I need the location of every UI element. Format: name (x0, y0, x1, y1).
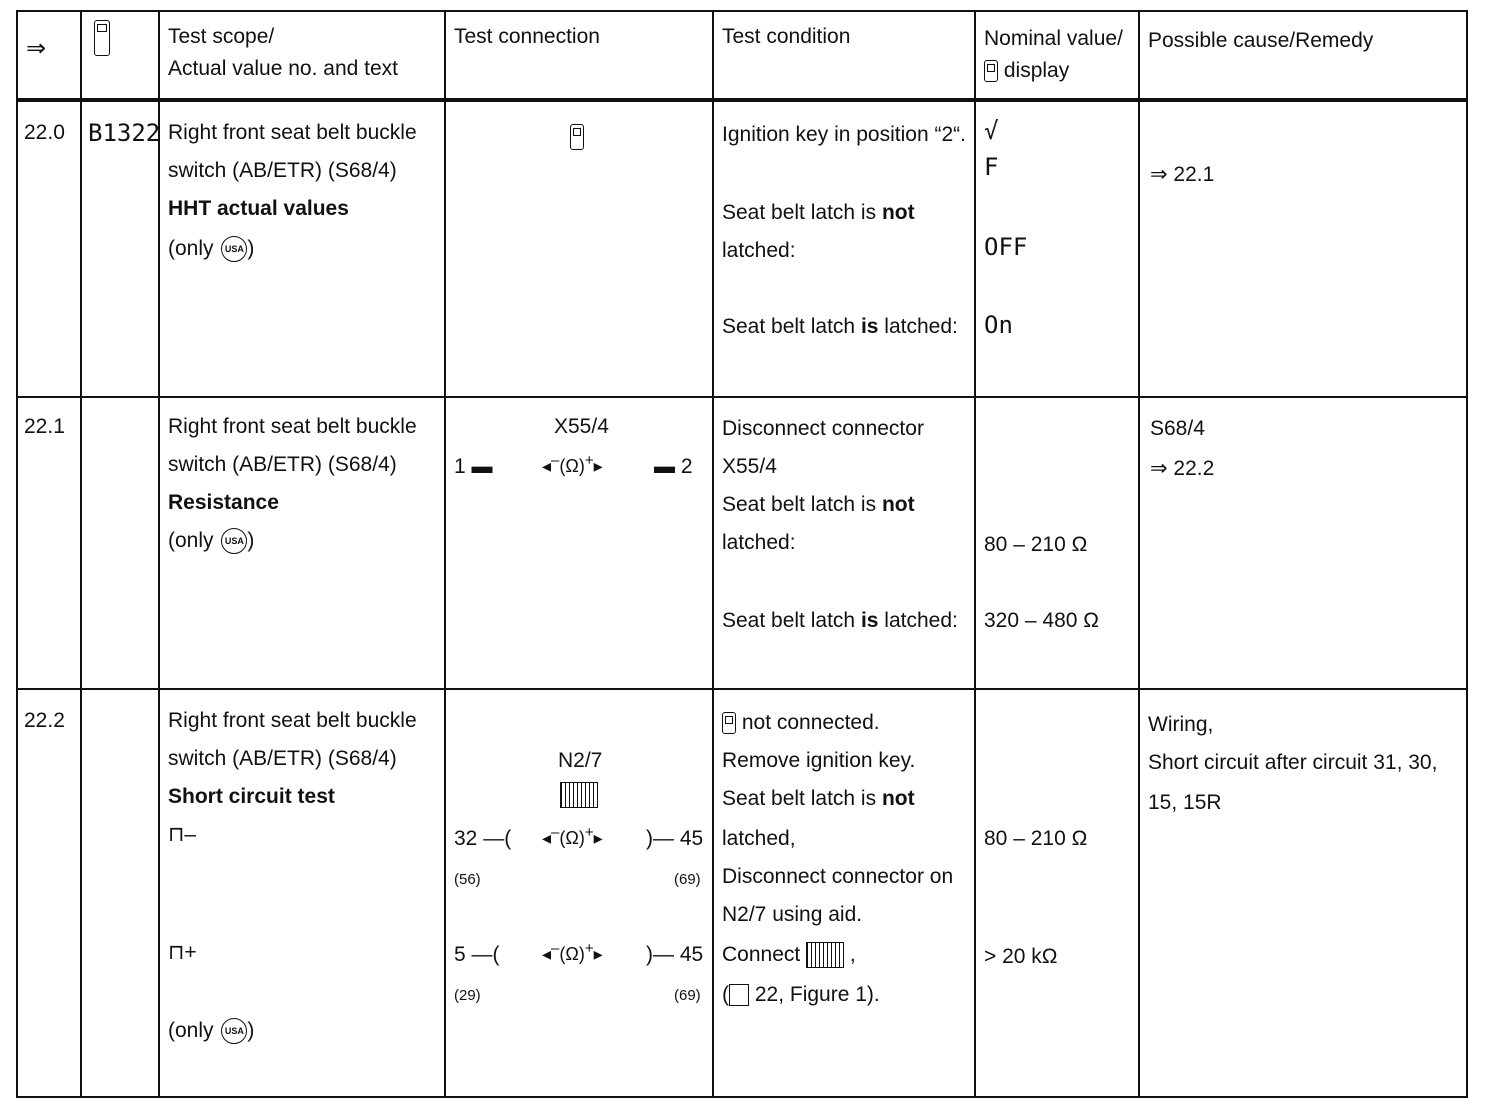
column-divider (1138, 12, 1140, 1096)
row3-condition-2: Remove ignition key. (722, 749, 916, 772)
row3-pin-a-left: 32 —( (454, 827, 512, 850)
row3-nominal-2: > 20 kΩ (984, 945, 1058, 968)
row2-condition-5: Seat belt latch is latched: (722, 609, 958, 632)
column-divider (712, 12, 714, 1096)
row1-nominal-f: F (984, 153, 999, 181)
header-nominal-2-wrap (984, 54, 1069, 87)
row-divider (18, 688, 1466, 690)
column-divider (974, 12, 976, 1096)
row1-scope-bold: HHT actual values (168, 197, 349, 220)
ohmmeter-icon: ◂–(Ω)+▸ (542, 452, 603, 476)
usa-badge: USA (221, 528, 247, 554)
row1-scope-line1: Right front seat belt buckle (168, 121, 417, 144)
header-test-scope-2: Actual value no. and text (168, 57, 398, 80)
row2-condition-3: Seat belt latch is not (722, 493, 915, 516)
row2-nominal-1: 80 – 210 Ω (984, 533, 1088, 556)
row1-nominal-check: √ (984, 117, 999, 145)
row3-pin-b-right: )— 45 (646, 943, 704, 966)
row3-pin-a-left-sub: (56) (454, 871, 481, 888)
row1-condition-3: latched: (722, 239, 796, 262)
hht-icon (722, 712, 736, 734)
row1-condition-1: Ignition key in position “2“. (722, 123, 966, 146)
row3-pin-a-right: )— 45 (646, 827, 704, 850)
row2-only-usa: (only USA ) (168, 522, 254, 560)
row3-remedy-1: Wiring, (1148, 713, 1214, 736)
row2-pin-left: 1 ▬ (454, 455, 493, 478)
row1-only-usa: (only USA ) (168, 230, 254, 268)
row2-pin-right: ▬ 2 (654, 455, 693, 478)
row1-remedy: ⇒ 22.1 (1150, 163, 1215, 186)
row3-condition-5: Disconnect connector on (722, 865, 954, 888)
usa-badge: USA (221, 236, 247, 262)
header-remedy: Possible cause/Remedy (1148, 29, 1374, 52)
row1-condition-4: Seat belt latch is latched: (722, 315, 958, 338)
row3-sym-plus: ⊓+ (168, 941, 197, 964)
test-table (16, 10, 1468, 1098)
row3-scope-bold: Short circuit test (168, 785, 335, 808)
row2-scope-line1: Right front seat belt buckle (168, 415, 417, 438)
header-nominal-2: display (1003, 59, 1070, 82)
row3-condition-6: N2/7 using aid. (722, 903, 863, 926)
row3-condition-3: Seat belt latch is not (722, 787, 915, 810)
row3-remedy-2: Short circuit after circuit 31, 30, (1148, 751, 1438, 774)
header-test-connection: Test connection (454, 25, 600, 48)
hht-icon (94, 20, 110, 56)
row2-scope-bold: Resistance (168, 491, 279, 514)
row3-connector-label: N2/7 (558, 749, 603, 772)
header-divider (18, 98, 1466, 102)
column-divider (444, 12, 446, 1096)
row1-nominal-on: On (984, 311, 1013, 339)
row2-condition-4: latched: (722, 531, 796, 554)
row3-pin-b-right-sub: (69) (674, 987, 701, 1004)
column-divider (158, 12, 160, 1096)
row3-pin-b-left-sub: (29) (454, 987, 481, 1004)
hht-icon (984, 60, 998, 82)
row2-condition-1: Disconnect connector (722, 417, 924, 440)
row3-condition-7: Connect , (722, 936, 856, 974)
row2-connector-label: X55/4 (554, 415, 609, 438)
row1-condition-2: Seat belt latch is not (722, 201, 915, 224)
row2-remedy-2: ⇒ 22.2 (1150, 457, 1215, 480)
row2-condition-2: X55/4 (722, 455, 777, 478)
hht-icon (570, 124, 584, 150)
row3-remedy-3: 15, 15R (1148, 791, 1222, 814)
book-ref-icon (729, 984, 749, 1006)
usa-badge: USA (221, 1018, 247, 1044)
row2-step: 22.1 (24, 415, 65, 438)
header-nominal-1: Nominal value/ (984, 27, 1123, 50)
row1-nominal-off: OFF (984, 233, 1028, 261)
row3-condition-8: ( 22, Figure 1). (722, 983, 880, 1006)
ohmmeter-icon: ◂–(Ω)+▸ (542, 824, 603, 848)
row-divider (18, 396, 1466, 398)
row3-pin-a-right-sub: (69) (674, 871, 701, 888)
header-arrow: ⇒ (26, 35, 47, 62)
connector-block-icon (806, 942, 844, 968)
connector-block-icon (560, 782, 598, 808)
row3-scope-line2: switch (AB/ETR) (S68/4) (168, 747, 397, 770)
row2-nominal-2: 320 – 480 Ω (984, 609, 1099, 632)
row3-only-usa: (only USA ) (168, 1012, 254, 1050)
row1-step: 22.0 (24, 121, 65, 144)
row3-sym-minus: ⊓– (168, 823, 197, 846)
row3-scope-line1: Right front seat belt buckle (168, 709, 417, 732)
header-test-scope-1: Test scope/ (168, 25, 275, 48)
row2-remedy-1: S68/4 (1150, 417, 1205, 440)
column-divider (80, 12, 82, 1096)
ohmmeter-icon: ◂–(Ω)+▸ (542, 940, 603, 964)
row3-pin-b-left: 5 —( (454, 943, 500, 966)
row3-condition-4: latched, (722, 827, 796, 850)
row3-nominal-1: 80 – 210 Ω (984, 827, 1088, 850)
row1-scope-line2: switch (AB/ETR) (S68/4) (168, 159, 397, 182)
header-test-condition: Test condition (722, 25, 851, 48)
row3-step: 22.2 (24, 709, 65, 732)
row3-condition-1: not connected. (722, 704, 880, 742)
row2-scope-line2: switch (AB/ETR) (S68/4) (168, 453, 397, 476)
row1-code: B1322 (88, 119, 161, 147)
